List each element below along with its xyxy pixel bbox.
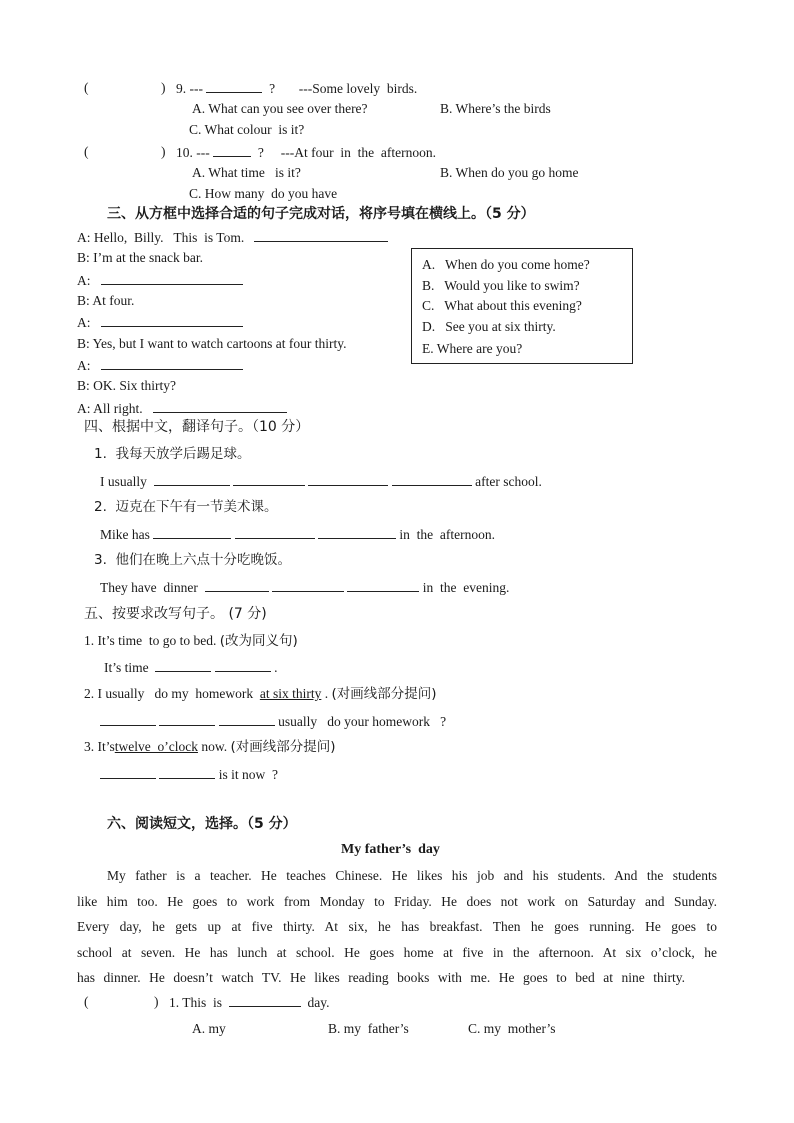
q10-option-b[interactable]: B. When do you go home: [440, 165, 579, 180]
s5-q2-blank-2[interactable]: [159, 713, 215, 726]
box-option-c: C. What about this evening?: [422, 298, 582, 313]
dialogue-line-7: [77, 357, 243, 374]
q9-option-b[interactable]: B. Where’s the birds: [440, 101, 551, 116]
s5-q3-blank-2[interactable]: [159, 766, 215, 779]
s4-item2-chinese: 2. 迈克在下午有一节美术课。: [94, 499, 278, 515]
q9-stem: [176, 80, 417, 97]
dialogue-blank-5[interactable]: [153, 400, 287, 413]
s4-item3-blank-3[interactable]: [347, 579, 419, 592]
q10-stem-prefix: 10. ---: [176, 145, 210, 160]
dialogue-blank-3[interactable]: [101, 314, 243, 327]
s5-q2-ans-end: usually do your homework ?: [278, 714, 447, 729]
s4-item1-english: [100, 473, 542, 490]
dialogue-line-3: [77, 272, 243, 289]
box-option-a: A. When do you come home?: [422, 257, 590, 272]
s5-q2-end: .: [324, 686, 329, 701]
q9-stem-answer: ---Some lovely birds.: [298, 81, 418, 96]
s4-item1-blank-2[interactable]: [233, 473, 305, 486]
s5-q1-blank-1[interactable]: [155, 659, 211, 672]
q10-stem-mid: ?: [257, 145, 264, 160]
s6-q1-paren-close: ): [154, 994, 159, 1009]
s6-q1-paren-open: (: [84, 994, 89, 1009]
s4-item3-end: in the evening.: [422, 580, 510, 595]
dialogue-line-4: B: At four.: [77, 293, 135, 308]
q9-stem-mid: ?: [269, 81, 276, 96]
s4-item1-blank-3[interactable]: [308, 473, 388, 486]
s5-q1-ans-start: It’s time: [104, 660, 149, 675]
s5-q3-start: 3. It’s: [84, 739, 115, 754]
s4-item2-english: [100, 526, 495, 543]
dialogue-blank-2[interactable]: [101, 272, 243, 285]
s4-item1-start: I usually: [100, 474, 147, 489]
box-option-b: B. Would you like to swim?: [422, 278, 580, 293]
s5-q2-note: (对画线部分提问): [331, 686, 437, 702]
q9-paren-open: (: [84, 80, 89, 95]
s6-q1-blank[interactable]: [229, 994, 301, 1007]
passage-line-3: Every day, he gets up at five thirty. At six, he has breakfast. Then he goes running. He goes to: [77, 919, 717, 935]
options-box: [411, 248, 633, 364]
s4-item3-start: They have dinner: [100, 580, 198, 595]
section5-heading: 五、按要求改写句子。 (7 分): [84, 606, 267, 622]
box-option-e: E. Where are you?: [422, 341, 523, 356]
s4-item1-end: after school.: [475, 474, 542, 489]
s4-item3-english: [100, 579, 509, 596]
dialogue-line-1-text: A: Hello, Billy. This is Tom.: [77, 230, 245, 245]
dialogue-line-8: B: OK. Six thirty?: [77, 378, 177, 393]
q10-stem-answer: ---At four in the afternoon.: [280, 145, 436, 160]
s5-q2: [84, 686, 437, 702]
dialogue-line-1: [77, 229, 388, 246]
s5-q3-note: (对画线部分提问): [230, 739, 336, 755]
q9-option-c[interactable]: C. What colour is it?: [189, 122, 305, 137]
s5-q3-underlined: twelve o’clock: [114, 739, 198, 754]
s4-item3-chinese: 3. 他们在晚上六点十分吃晚饭。: [94, 552, 291, 568]
s5-q1: [84, 633, 298, 649]
s5-q1-blank-2[interactable]: [215, 659, 271, 672]
s5-q3-end: now.: [201, 739, 228, 754]
dialogue-line-6: B: Yes, but I want to watch cartoons at four thirty.: [77, 336, 347, 351]
s4-item2-blank-3[interactable]: [318, 526, 396, 539]
dialogue-line-3-text: A:: [77, 273, 91, 288]
dialogue-line-9: [77, 400, 287, 417]
s5-q3-blank-1[interactable]: [100, 766, 156, 779]
passage: [77, 863, 717, 991]
passage-line-5: has dinner. He doesn’t watch TV. He likes reading books with me. He goes to bed at nine thirty.: [77, 970, 685, 986]
q9-paren-close: ): [161, 80, 166, 95]
s5-q1-answer: [104, 659, 278, 676]
s4-item3-blank-1[interactable]: [205, 579, 269, 592]
s5-q1-note: (改为同义句): [219, 633, 298, 649]
q10-stem: [176, 144, 436, 161]
dialogue-blank-1[interactable]: [254, 229, 388, 242]
passage-line-1: My father is a teacher. He teaches Chinese. He likes his job and his students. And the students: [107, 868, 717, 883]
q10-option-c[interactable]: C. How many do you have: [189, 186, 338, 201]
s5-q3: [84, 739, 336, 755]
s5-q2-blank-3[interactable]: [219, 713, 275, 726]
dialogue-line-7-text: A:: [77, 358, 91, 373]
box-option-d: D. See you at six thirty.: [422, 319, 556, 334]
s4-item2-blank-2[interactable]: [235, 526, 315, 539]
section4-heading: 四、根据中文，翻译句子。（10 分）: [84, 419, 310, 435]
s4-item1-blank-4[interactable]: [392, 473, 472, 486]
q9-answer-blank[interactable]: [206, 80, 262, 93]
s5-q2-answer: [100, 713, 446, 730]
passage-line-2: like him too. He goes to work from Monday to Friday. He does not work on Saturday and Sunday.: [77, 893, 717, 909]
section6-heading: 六、阅读短文，选择。（5 分）: [107, 816, 297, 832]
s5-q2-underlined: at six thirty: [259, 686, 322, 701]
dialogue-line-2: B: I’m at the snack bar.: [77, 250, 203, 265]
q10-paren-close: ): [161, 144, 166, 159]
s5-q2-start: 2. I usually do my homework: [84, 686, 254, 701]
passage-line-4: school at seven. He has lunch at school. He goes home at five in the afternoon. At six o’clock, he: [77, 944, 717, 960]
s6-q1-stem-end: day.: [307, 995, 330, 1010]
s5-q2-blank-1[interactable]: [100, 713, 156, 726]
s4-item3-blank-2[interactable]: [272, 579, 344, 592]
dialogue-line-5: [77, 314, 243, 331]
s5-q1-text: 1. It’s time to go to bed.: [84, 633, 217, 648]
q9-stem-prefix: 9. ---: [176, 81, 203, 96]
section3-heading: 三、从方框中选择合适的句子完成对话，将序号填在横线上。（5 分）: [107, 206, 535, 222]
s6-q1-stem: [169, 994, 330, 1011]
dialogue-blank-4[interactable]: [101, 357, 243, 370]
q10-paren-open: (: [84, 144, 89, 159]
s6-q1-option-c[interactable]: C. my mother’s: [468, 1021, 556, 1036]
dialogue-line-9-text: A: All right.: [77, 401, 143, 416]
s4-item2-end: in the afternoon.: [399, 527, 495, 542]
s4-item1-chinese: 1. 我每天放学后踢足球。: [94, 446, 251, 462]
q9-option-a[interactable]: A. What can you see over there?: [192, 101, 368, 116]
dialogue-line-5-text: A:: [77, 315, 91, 330]
q10-option-a[interactable]: A. What time is it?: [192, 165, 301, 180]
s6-q1-option-a[interactable]: A. my: [192, 1021, 226, 1036]
passage-title: My father’s day: [341, 842, 440, 857]
s6-q1-stem-text: 1. This is: [169, 995, 223, 1010]
s6-q1-option-b[interactable]: B. my father’s: [328, 1021, 409, 1036]
s4-item2-blank-1[interactable]: [153, 526, 231, 539]
q10-answer-blank[interactable]: [213, 144, 251, 157]
s5-q3-ans-end: is it now ?: [218, 767, 278, 782]
s4-item1-blank-1[interactable]: [154, 473, 230, 486]
s4-item2-start: Mike has: [100, 527, 150, 542]
s5-q3-answer: [100, 766, 278, 783]
s5-q1-ans-end: .: [274, 660, 278, 675]
